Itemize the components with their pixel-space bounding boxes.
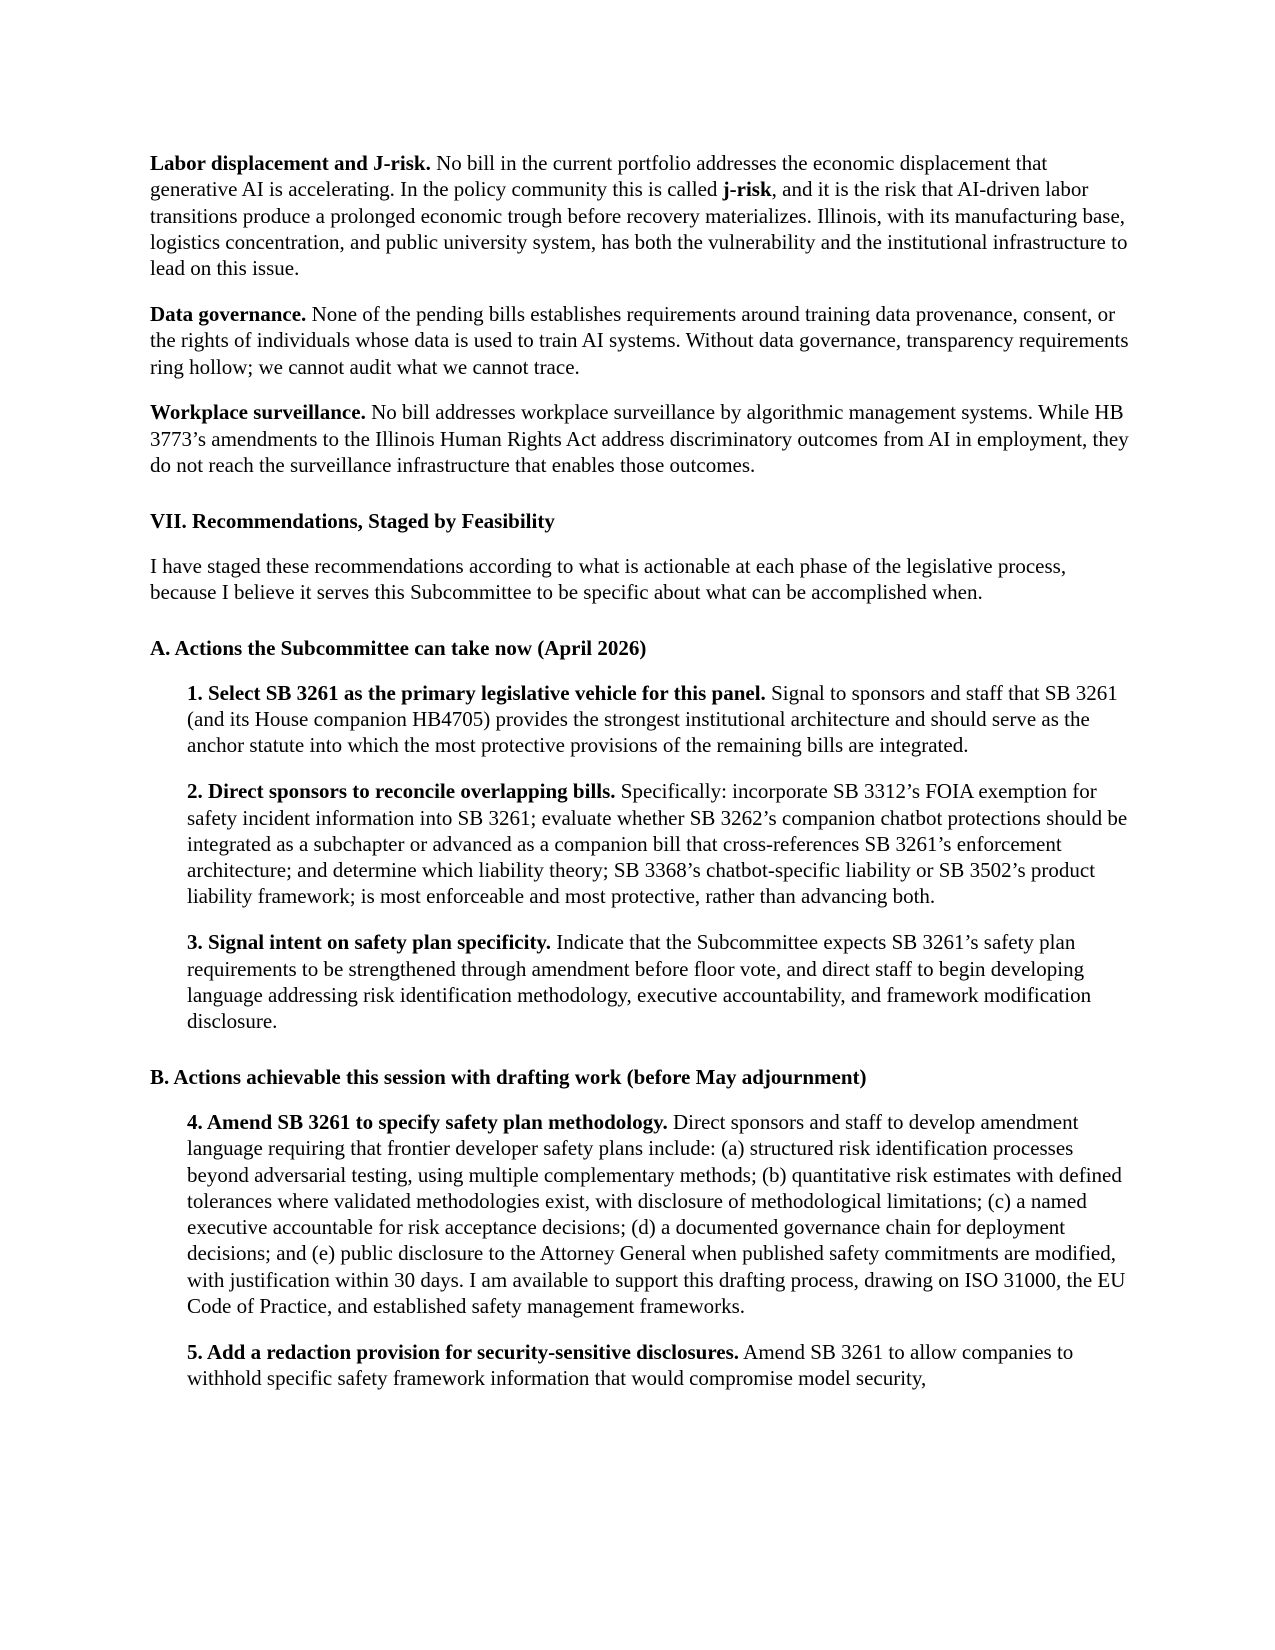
item-lead: 1. Select SB 3261 as the primary legislative vehicle for this panel.	[187, 680, 766, 705]
item-lead: 5. Add a redaction provision for security-sensitive disclosures.	[187, 1339, 740, 1364]
section-heading: VII. Recommendations, Staged by Feasibility	[150, 509, 555, 534]
recommendation-item-5: 5. Add a redaction provision for security-sensitive disclosures. Amend SB 3261 to allow companies to withhold specific safety framework information that would compromise model security,	[187, 1339, 1074, 1391]
item-lead: 3. Signal intent on safety plan specificity.	[187, 930, 552, 955]
recommendation-item-4: 4. Amend SB 3261 to specify safety plan methodology. Direct sponsors and staff to develop amendment language requiring that frontier developer safety plans include: (a) structured risk identification processes beyond adversarial testing, using multiple complementary methods; (b) quantitative risk estimates with defined tolerances where validated methodologies exist, with disclosure of methodological limitations; (c) a named executive accountable for risk acceptance decisions; (d) a documented governance chain for deployment decisions; and (e) public disclosure to the Attorney General when published safety commitments are modified, with justification within 30 days. I am available to support this drafting process, drawing on ISO 31000, the EU Code of Practice, and established safety management frameworks.	[187, 1109, 1126, 1318]
recommendation-item-3: 3. Signal intent on safety plan specificity. Indicate that the Subcommittee expects SB 3261’s safety plan requirements to be strengthened through amendment before floor vote, and direct staff to begin developing language addressing risk identification methodology, executive accountability, and framework modification disclosure.	[187, 930, 1092, 1034]
gap-paragraph-workplace-surveillance: Workplace surveillance. No bill addresses workplace surveillance by algorithmic management systems. While HB 3773’s amendments to the Illinois Human Rights Act address discriminatory outcomes from AI in employment, they do not reach the surveillance infrastructure that enables those outcomes.	[150, 400, 1129, 477]
section-intro: I have staged these recommendations according to what is actionable at each phase of the legislative process, because I believe it serves this Subcommittee to be specific about what can be accomplished when.	[150, 553, 1067, 605]
recommendation-item-1: 1. Select SB 3261 as the primary legislative vehicle for this panel. Signal to sponsors and staff that SB 3261 (and its House companion HB4705) provides the strongest institutional architecture and should serve as the anchor statute into which the most protective provisions of the remaining bills are integrated.	[187, 680, 1118, 758]
recommendation-item-2: 2. Direct sponsors to reconcile overlapping bills. Specifically: incorporate SB 3312’s FOIA exemption for safety incident information into SB 3261; evaluate whether SB 3262’s companion chatbot protections should be integrated as a subchapter or advanced as a companion bill that cross-references SB 3261’s enforcement architecture; and determine which liability theory; SB 3368’s chatbot-specific liability or SB 3502’s product liability framework; is most enforceable and most protective, rather than advancing both.	[187, 779, 1128, 909]
paragraph-lead: Labor displacement and J-risk.	[150, 151, 431, 175]
gap-paragraph-data-governance: Data governance. None of the pending bills establishes requirements around training data provenance, consent, or the rights of individuals whose data is used to train AI systems. Without data governance, transparency requirements ring hollow; we cannot audit what we cannot trace.	[150, 301, 1129, 379]
item-lead: 4. Amend SB 3261 to specify safety plan methodology.	[187, 1109, 668, 1134]
subsection-b-heading: B. Actions achievable this session with drafting work (before May adjournment)	[150, 1065, 867, 1090]
defined-term: j-risk	[722, 177, 772, 202]
subsection-a-heading: A. Actions the Subcommittee can take now (April 2026)	[150, 636, 647, 661]
paragraph-lead: Data governance.	[150, 301, 307, 326]
paragraph-lead: Workplace surveillance.	[150, 400, 366, 425]
item-lead: 2. Direct sponsors to reconcile overlapping bills.	[187, 779, 616, 804]
gap-paragraph-labor: Labor displacement and J-risk. No bill in the current portfolio addresses the economic displacement that generative AI is accelerating. In the policy community this is called j-risk, and it is the risk that AI-driven labor transitions produce a prolonged economic trough before recovery materializes. Illinois, with its manufacturing base, logistics concentration, and public university system, has both the vulnerability and the institutional infrastructure to lead on this issue.	[150, 151, 1128, 281]
